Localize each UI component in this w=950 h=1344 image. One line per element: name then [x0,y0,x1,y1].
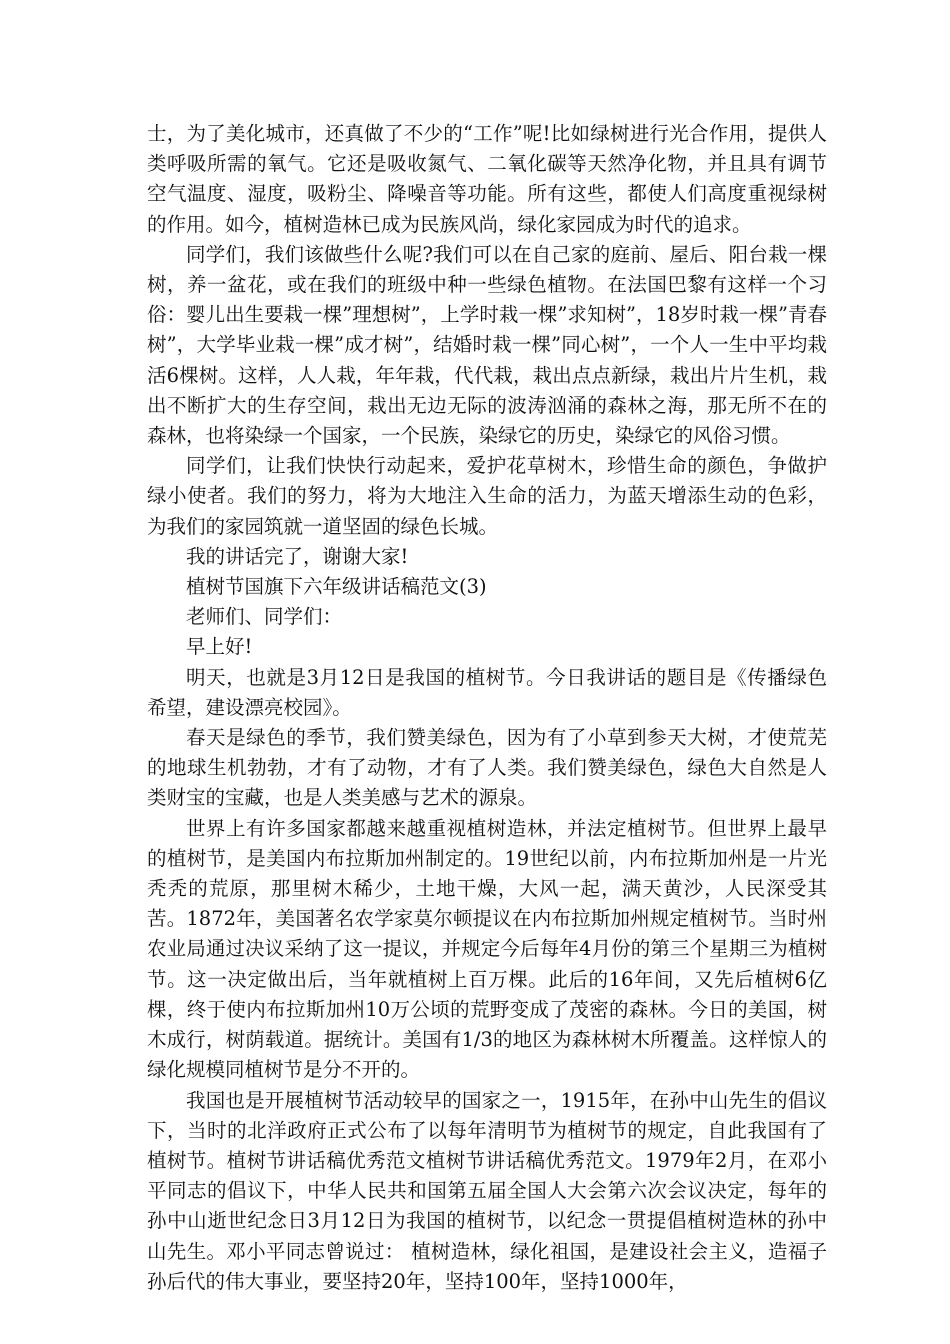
paragraph-10: 世界上有许多国家都越来越重视植树造林，并法定植树节。但世界上最早的植树节，是美国内布拉斯加州制定的。19世纪以前，内布拉斯加州是一片光秃秃的荒原，那里树木稀少，土地干燥，大风一起，满天黄沙，人民深受其苦。1872年，美国著名农学家莫尔顿提议在内布拉斯加州规定植树节。当时州农业局通过决议采纳了这一提议，并规定今后每年4月份的第三个星期三为植树节。这一决定做出后，当年就植树上百万棵。此后的16年间，又先后植树6亿棵，终于使内布拉斯加州10万公顷的荒野变成了茂密的森林。今日的美国，树木成行，树荫载道。据统计。美国有1/3的地区为森林树木所覆盖。这样惊人的绿化规模同植树节是分不开的。 [147,816,827,1082]
document-body [147,119,827,1297]
paragraph-7-greeting: 早上好! [186,635,253,659]
paragraph-8: 明天，也就是3月12日是我国的植树节。今日我讲话的题目是《传播绿色希望，建设漂亮校园》。 [147,665,827,719]
paragraph-2: 同学们，我们该做些什么呢?我们可以在自己家的庭前、屋后、阳台栽一棵树，养一盆花，或在我们的班级中种一些绿色植物。在法国巴黎有这样一个习俗：婴儿出生要栽一棵”理想树”，上学时栽一棵”求知树”，18岁时栽一棵”青春树”，大学毕业栽一棵”成才树”，结婚时栽一棵”同心树”，一个人一生中平均栽活6棵树。这样，人人栽，年年栽，代代栽，栽出点点新绿，栽出片片生机，栽出不断扩大的生存空间，栽出无边无际的波涛汹涌的森林之海，那无所不在的森林，也将染绿一个国家，一个民族，染绿它的历史，染绿它的风俗习惯。 [147,242,827,448]
paragraph-4: 我的讲话完了，谢谢大家! [186,544,409,568]
paragraph-11: 我国也是开展植树节活动较早的国家之一，1915年，在孙中山先生的倡议下，当时的北洋政府正式公布了以每年清明节为植树节的规定，自此我国有了植树节。植树节讲话稿优秀范文植树节讲话稿优秀范文。1979年2月，在邓小平同志的倡议下，中华人民共和国第五届全国人大会第六次会议决定，每年的孙中山逝世纪念日3月12日为我国的植树节，以纪念一贯提倡植树造林的孙中山先生。邓小平同志曾说过： 植树造林，绿化祖国，是建设社会主义，造福子孙后代的伟大事业，要坚持20年，坚持100年，坚持1000年， [147,1088,827,1293]
paragraph-9: 春天是绿色的季节，我们赞美绿色，因为有了小草到参天大树，才使荒芜的地球生机勃勃，才有了动物，才有了人类。我们赞美绿色，绿色大自然是人类财宝的宝藏，也是人类美感与艺术的源泉。 [147,726,827,810]
paragraph-6-greeting: 老师们、同学们： [186,605,343,629]
paragraph-3: 同学们，让我们快快行动起来，爱护花草树木，珍惜生命的颜色，争做护绿小使者。我们的努力，将为大地注入生命的活力，为蓝天增添生动的色彩，为我们的家园筑就一道坚固的绿色长城。 [147,454,827,538]
paragraph-5-heading: 植树节国旗下六年级讲话稿范文(3) [186,575,487,599]
paragraph-1: 士，为了美化城市，还真做了不少的“工作”呢!比如绿树进行光合作用，提供人类呼吸所需的氧气。它还是吸收氮气、二氧化碳等天然净化物，并且具有调节空气温度、湿度，吸粉尘、降噪音等功能。所有这些，都使人们高度重视绿树的作用。如今，植树造林已成为民族风尚，绿化家园成为时代的追求。 [147,122,827,236]
